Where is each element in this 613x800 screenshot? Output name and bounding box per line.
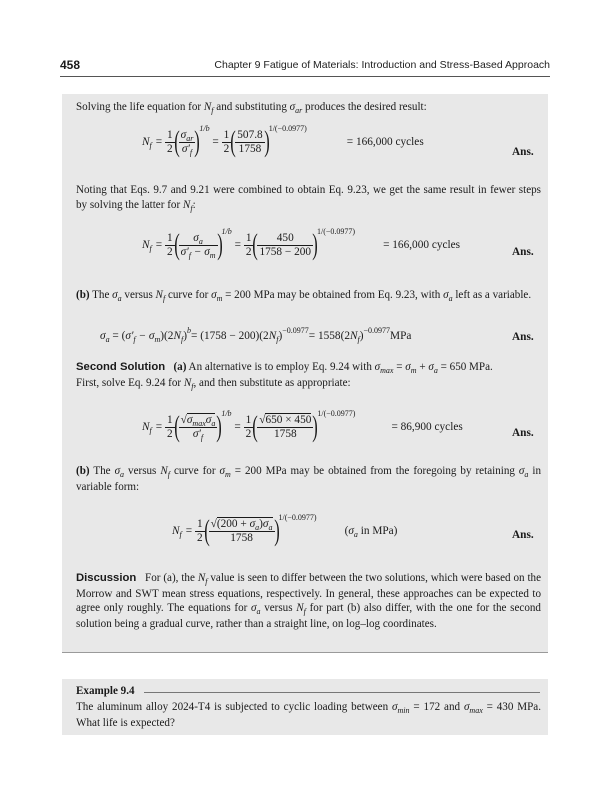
example-title: Example 9.4 [76,685,135,697]
discussion-title: Discussion [76,572,137,584]
answer-label-5: Ans. [512,529,534,541]
equation-1: $N_f$ = $\frac{1}{2}$ ( $\frac{\sigma_{ar}}{\sigma'_f}$ ) 1/b = $\frac{1}{2}$ ( $\frac{507.8}{1758}$ ) 1/(−0.0977) = 166,000 cycles [142,123,424,158]
paragraph-life-equation: Solving the life equation for $N_f$ and substituting $\sigma_{ar}$ produces the desired result: [76,101,427,115]
paragraph-part-b: (b) The $\sigma_a$ versus $N_f$ curve for $\sigma_m = 200$ MPa may be obtained from Eq. 9.23, with $\sigma_a$ left as a variable. [76,289,532,303]
equation-3: $\sigma_a$ = ( $\sigma'_f - \sigma_m$ )(2 $N_f$ ) b = (1758 − 200)(2 $N_f$ ) −0.0977 = 1558(2 $N_f$ ) −0.0977 MPa [100,325,412,344]
equation-5: $N_f$ = $\frac{1}{2}$ ( $\frac{√(200 + \sigma_a)\sigma_a}{1758}$ ) 1/(−0.0977) ($\sigma_a$ in MPa) [172,512,398,547]
header-rule [60,76,550,77]
answer-label-3: Ans. [512,331,534,343]
answer-label-1: Ans. [512,146,534,158]
paragraph-part-b-second: (b) The $\sigma_a$ versus $N_f$ curve for $\sigma_m = 200$ MPa may be obtained from the foregoing by retaining $\sigma_a$ in variable form: [76,465,541,493]
page-header [60,58,550,74]
second-solution-title: Second Solution [76,361,166,373]
chapter-title: Chapter 9 Fatigue of Materials: Introduction and Stress-Based Approach [214,59,550,71]
equation-2: $N_f$ = $\frac{1}{2}$ ( $\frac{\sigma_a}{\sigma'_f - \sigma_m}$ ) 1/b = $\frac{1}{2}$ ( $\frac{450}{1758 - 200}$ ) 1/(−0.0977) = 166,000 cycles [142,226,461,261]
paragraph-fewer-steps: Noting that Eqs. 9.7 and 9.21 were combined to obtain Eq. 9.23, we get the same result in fewer steps by solving the latter for $N_f$: [76,184,541,213]
equation-4: $N_f$ = $\frac{1}{2}$ ( $\frac{√\sigma_{max}\sigma_a}{\sigma'_f}$ ) 1/b = $\frac{1}{2}$ ( $\frac{√650 \times 450}{1758}$ ) 1/(−0.0977) = 86,900 cycles [142,408,463,443]
answer-label-4: Ans. [512,427,534,439]
paragraph-second-solution: Second Solution (a) An alternative is to employ Eq. 9.24 with $\sigma_{max} = \sigma_m + \sigma_a = 650$ MPa. First, solve Eq. 9.24 for $N_f$, and then substitute as appropriate: [76,361,493,391]
answer-label-2: Ans. [512,246,534,258]
example-rule [144,692,540,693]
paragraph-discussion: Discussion For (a), the $N_f$ value is seen to differ between the two solutions, which were based on the Morrow and SWT mean stress equations, respectively. In general, these approaches can be expected to agree only roughly. The equations for $\sigma_a$ versus $N_f$ for part (b) also differ, with the one for the second solution being a gradual curve, rather than a straight line, on log–log coordinates. [76,572,542,630]
example-text: The aluminum alloy 2024-T4 is subjected to cyclic loading between $\sigma_{min} = 172$ and $\sigma_{max} = 430$ MPa. What life is expected? [76,701,542,729]
page-number: 458 [60,58,81,72]
